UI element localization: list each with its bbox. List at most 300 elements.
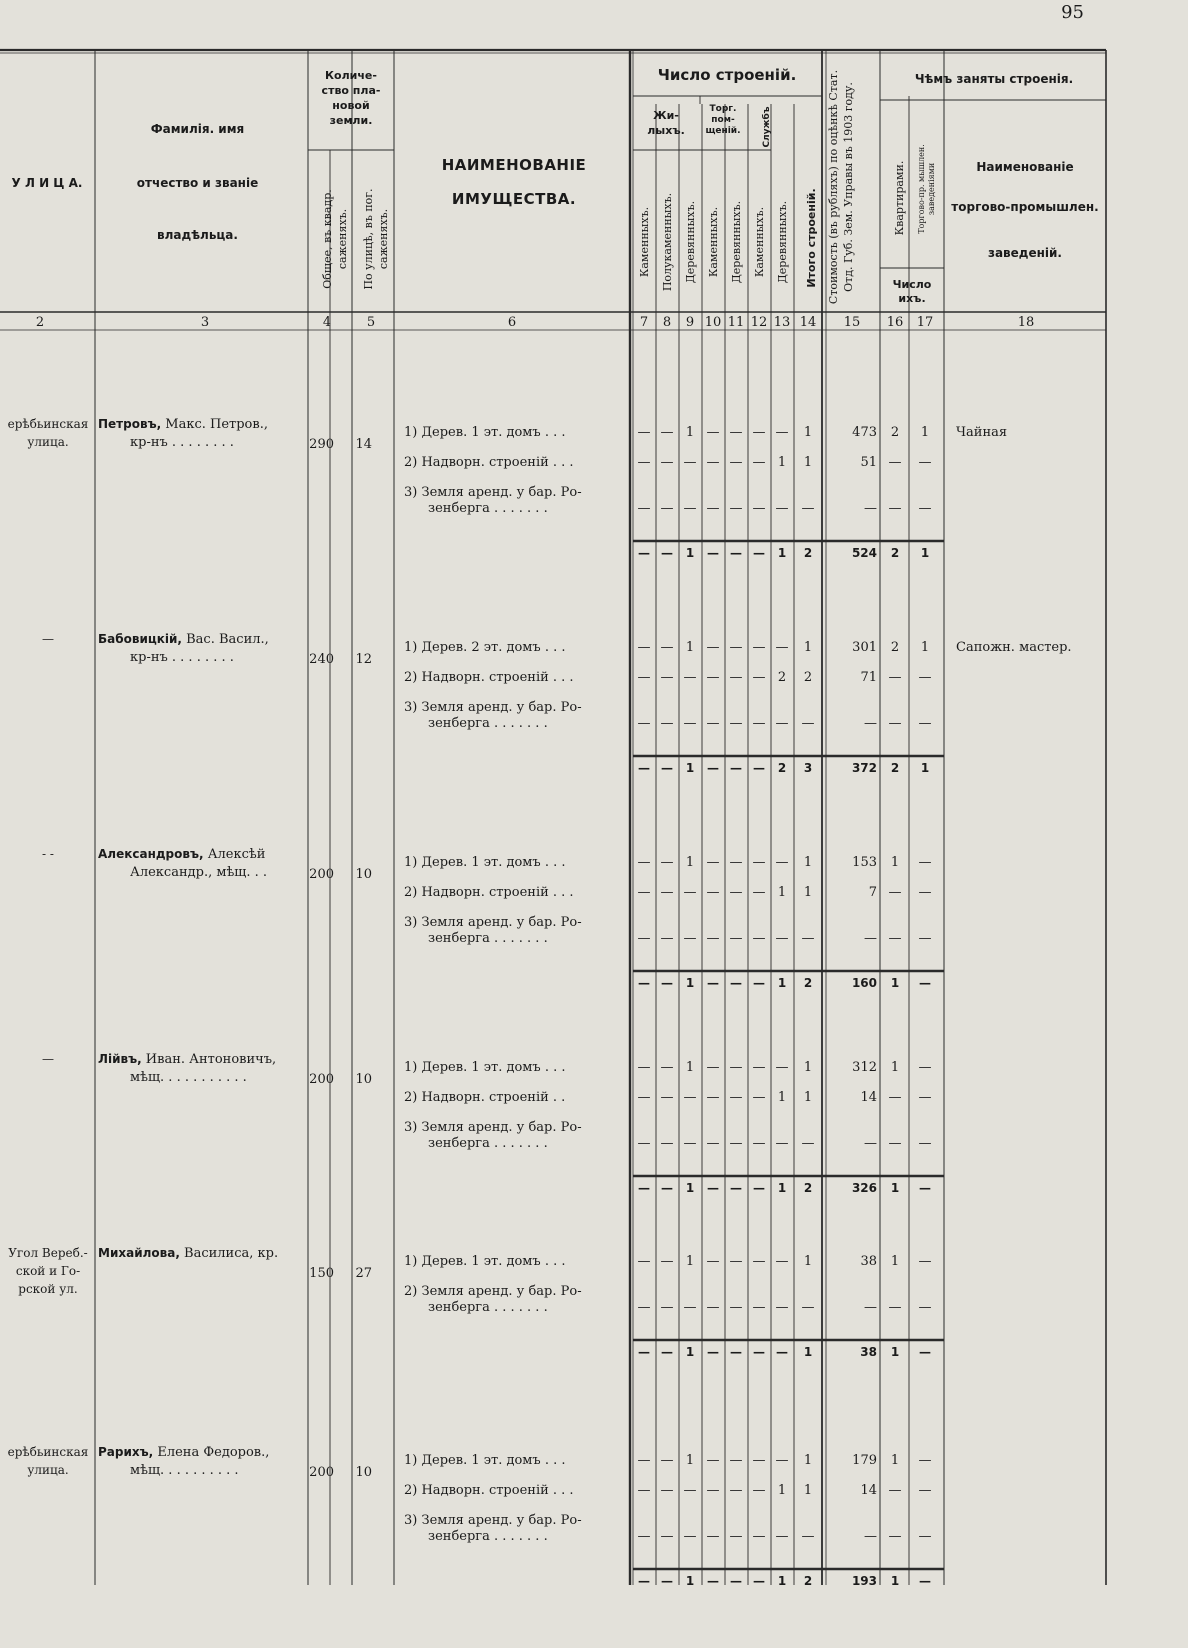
total-value: — <box>661 761 673 775</box>
cell-value: — <box>729 455 743 470</box>
column-number: 13 <box>773 315 791 330</box>
cell-value: — <box>729 1453 743 1468</box>
total-value: — <box>638 1574 650 1588</box>
owner-surname: Лійвъ, <box>98 1052 142 1066</box>
cell-value: — <box>660 1136 674 1151</box>
total-value: 1 <box>685 546 695 560</box>
cell-value: — <box>918 1483 932 1498</box>
property-item-label: 1) Дерев. 2 эт. домъ . . . <box>404 640 566 655</box>
total-value: — <box>707 1181 719 1195</box>
total-value: 1 <box>890 976 900 990</box>
cell-value: — <box>752 1300 766 1315</box>
cell-value: — <box>660 1453 674 1468</box>
land-street: 10 <box>355 1072 372 1087</box>
total-value: — <box>661 1181 673 1195</box>
cell-value: — <box>752 670 766 685</box>
total-value: — <box>707 1345 719 1359</box>
land-total: 290 <box>309 437 334 452</box>
cell-value: — <box>683 716 697 731</box>
cell-value: — <box>888 1136 902 1151</box>
cell-value: — <box>888 501 902 516</box>
cell-value: — <box>775 1453 789 1468</box>
cell-value: 1 <box>777 885 787 900</box>
cell-value: — <box>729 931 743 946</box>
total-value: — <box>661 546 673 560</box>
total-value: 160 <box>851 976 877 990</box>
column-number: 16 <box>886 315 904 330</box>
total-value: — <box>638 1181 650 1195</box>
total-value: 1 <box>777 1574 787 1588</box>
total-value: — <box>707 761 719 775</box>
cell-value: — <box>637 455 651 470</box>
cell-value: 179 <box>852 1453 877 1468</box>
total-value: — <box>730 1574 742 1588</box>
total-value: — <box>776 1345 788 1359</box>
owner-surname: Михайлова, <box>98 1246 180 1260</box>
header-half-stone: Полукаменныхъ. <box>661 192 674 292</box>
cell-value: — <box>706 1453 720 1468</box>
owner-given-name: Макс. Петров., <box>161 417 268 432</box>
property-item-label: 3) Земля аренд. у бар. Ро- <box>404 1120 582 1135</box>
cell-value: 1 <box>890 855 900 870</box>
property-item-label: 2) Надворн. строеній . . . <box>404 455 574 470</box>
total-value: 1 <box>685 1574 695 1588</box>
header-serv-stone: Каменныхъ. <box>753 206 766 278</box>
header-trade-stone: Каменныхъ. <box>707 206 720 278</box>
header-stone: Каменныхъ. <box>638 206 651 278</box>
cell-value: — <box>918 501 932 516</box>
column-number: 3 <box>200 315 210 330</box>
cell-value: — <box>864 1136 877 1151</box>
cell-value: 2 <box>890 640 900 655</box>
cell-value: — <box>706 931 720 946</box>
total-value: 1 <box>777 546 787 560</box>
land-street: 27 <box>355 1266 372 1281</box>
land-total: 200 <box>309 1072 334 1087</box>
cell-value: — <box>637 1136 651 1151</box>
cell-value: 1 <box>803 1060 813 1075</box>
total-value: 2 <box>803 976 813 990</box>
column-number: 6 <box>507 315 517 330</box>
cell-value: 14 <box>860 1090 877 1105</box>
header-land-street: По улицѣ, въ пог. саженяхъ. <box>362 188 390 290</box>
cell-value: — <box>637 931 651 946</box>
owner-status: мѣщ. . . . . . . . . . . <box>130 1070 247 1085</box>
cell-value: — <box>683 670 697 685</box>
cell-value: 1 <box>685 640 695 655</box>
property-item-label: 2) Надворн. строеній . . <box>404 1090 566 1105</box>
cell-value: — <box>801 1300 815 1315</box>
cell-value: 71 <box>860 670 877 685</box>
cell-value: — <box>729 670 743 685</box>
cell-value: — <box>775 640 789 655</box>
cell-value: — <box>706 1483 720 1498</box>
header-count: Число ихъ. <box>892 278 932 305</box>
total-value: 2 <box>803 1574 813 1588</box>
cell-value: — <box>775 1300 789 1315</box>
cell-value: — <box>775 716 789 731</box>
cell-value: — <box>660 885 674 900</box>
property-item-label: зенберга . . . . . . . <box>428 931 548 946</box>
cell-value: 153 <box>852 855 877 870</box>
cell-value: — <box>706 1090 720 1105</box>
header-owner-line-2: отчество и званіе <box>136 176 259 190</box>
header-owner-line-3: владѣльца. <box>157 228 238 242</box>
cell-value: — <box>637 1529 651 1544</box>
cell-value: — <box>729 1529 743 1544</box>
cell-value: — <box>918 1254 932 1269</box>
cell-value: — <box>706 1529 720 1544</box>
header-land-group: Количе- ство пла- новой земли. <box>321 69 381 127</box>
cell-value: 1 <box>685 855 695 870</box>
header-estab-line-1: Наименованіе <box>976 160 1074 174</box>
cell-value: — <box>637 1483 651 1498</box>
cell-value: — <box>660 425 674 440</box>
total-value: 1 <box>685 1345 695 1359</box>
total-value: 1 <box>890 1574 900 1588</box>
property-item-label: 2) Надворн. строеній . . . <box>404 670 574 685</box>
cell-value: — <box>918 1529 932 1544</box>
cell-value: 1 <box>803 640 813 655</box>
header-trade: Торг. пом- щеній. <box>705 104 741 136</box>
cell-value: — <box>683 1483 697 1498</box>
property-item-label: 1) Дерев. 1 эт. домъ . . . <box>404 1453 566 1468</box>
owner-given-name: Василиса, кр. <box>179 1246 279 1261</box>
cell-value: — <box>729 855 743 870</box>
cell-value: — <box>888 670 902 685</box>
total-value: 1 <box>890 1181 900 1195</box>
property-item-label: 3) Земля аренд. у бар. Ро- <box>404 1513 582 1528</box>
cell-value: — <box>864 1300 877 1315</box>
cell-value: — <box>729 885 743 900</box>
cell-value: — <box>752 1453 766 1468</box>
street-name: улица. <box>27 435 69 449</box>
street-name: - - <box>42 847 54 861</box>
owner-status: Александр., мѣщ. . . <box>130 865 268 880</box>
cell-value: — <box>752 455 766 470</box>
total-value: — <box>707 976 719 990</box>
total-value: 38 <box>860 1345 877 1359</box>
header-property-line-1: НАИМЕНОВАНІЕ <box>441 156 587 174</box>
cell-value: 1 <box>685 425 695 440</box>
cell-value: 1 <box>777 455 787 470</box>
cell-value: 1 <box>920 425 930 440</box>
owner-status: мѣщ. . . . . . . . . . <box>130 1463 239 1478</box>
cell-value: — <box>683 931 697 946</box>
cell-value: — <box>752 1483 766 1498</box>
cell-value: — <box>637 716 651 731</box>
column-number: 2 <box>35 315 45 330</box>
cell-value: — <box>801 501 815 516</box>
property-item-label: 3) Земля аренд. у бар. Ро- <box>404 915 582 930</box>
cell-value: — <box>660 1529 674 1544</box>
cell-value: — <box>637 1453 651 1468</box>
cell-value: — <box>637 501 651 516</box>
cell-value: — <box>918 1453 932 1468</box>
total-value: — <box>707 1574 719 1588</box>
cell-value: 1 <box>685 1254 695 1269</box>
cell-value: 38 <box>860 1254 877 1269</box>
cell-value: — <box>706 716 720 731</box>
owner-surname: Бабовицкій, <box>98 632 182 646</box>
header-buildings-group: Число строеній. <box>657 66 797 84</box>
header-trade-wooden: Деревянныхъ. <box>730 200 743 284</box>
cell-value: — <box>752 1254 766 1269</box>
total-value: 2 <box>890 546 900 560</box>
cell-value: — <box>775 931 789 946</box>
cell-value: — <box>637 640 651 655</box>
cell-value: — <box>683 1136 697 1151</box>
owner-name <box>98 417 268 432</box>
column-number: 17 <box>916 315 934 330</box>
total-value: — <box>638 546 650 560</box>
total-value: — <box>753 546 765 560</box>
header-residential: Жи- лыхъ. <box>647 109 685 137</box>
page-number: 95 <box>1061 2 1084 23</box>
total-value: — <box>638 761 650 775</box>
total-value: — <box>753 976 765 990</box>
cell-value: — <box>706 501 720 516</box>
header-serv-wooden: Деревянныхъ. <box>776 200 789 284</box>
property-item-label: 3) Земля аренд. у бар. Ро- <box>404 700 582 715</box>
street-name: — <box>42 1052 54 1066</box>
cell-value: — <box>660 931 674 946</box>
cell-value: 1 <box>803 1090 813 1105</box>
total-value: — <box>919 976 931 990</box>
land-street: 12 <box>355 652 372 667</box>
total-value: 2 <box>777 761 787 775</box>
cell-value: — <box>888 455 902 470</box>
cell-value: — <box>918 855 932 870</box>
cell-value: — <box>706 425 720 440</box>
cell-value: — <box>775 425 789 440</box>
cell-value: — <box>729 1300 743 1315</box>
header-occupied-group: Чѣмъ заняты строенія. <box>914 72 1074 86</box>
header-land-total: Общее, въ квадр. саженяхъ. <box>321 189 349 289</box>
cell-value: — <box>888 1483 902 1498</box>
cell-value: — <box>888 1090 902 1105</box>
total-value: — <box>638 1345 650 1359</box>
property-item-label: 1) Дерев. 1 эт. домъ . . . <box>404 1254 566 1269</box>
land-street: 10 <box>355 1465 372 1480</box>
total-value: — <box>753 1181 765 1195</box>
total-value: — <box>730 976 742 990</box>
cell-value: — <box>706 855 720 870</box>
header-property-line-2: ИМУЩЕСТВА. <box>451 190 577 208</box>
cell-value: 1 <box>803 455 813 470</box>
cell-value: — <box>918 455 932 470</box>
street-name: улица. <box>27 1463 69 1477</box>
cell-value: — <box>775 1060 789 1075</box>
property-item-label: зенберга . . . . . . . <box>428 716 548 731</box>
total-value: 193 <box>851 1574 877 1588</box>
cell-value: — <box>775 855 789 870</box>
cell-value: — <box>706 670 720 685</box>
cell-value: 2 <box>777 670 787 685</box>
property-item-label: 2) Надворн. строеній . . . <box>404 1483 574 1498</box>
cell-value: 1 <box>685 1453 695 1468</box>
cell-value: — <box>706 455 720 470</box>
cell-value: — <box>864 501 877 516</box>
total-value: — <box>661 976 673 990</box>
cell-value: — <box>706 1136 720 1151</box>
cell-value: — <box>752 931 766 946</box>
cell-value: 1 <box>803 855 813 870</box>
owner-given-name: Вас. Васил., <box>182 632 269 647</box>
property-item-label: зенберга . . . . . . . <box>428 1529 548 1544</box>
street-name: рской ул. <box>18 1282 78 1296</box>
cell-value: — <box>660 455 674 470</box>
cell-value: — <box>752 716 766 731</box>
property-item-label: 1) Дерев. 1 эт. домъ . . . <box>404 1060 566 1075</box>
cell-value: — <box>729 1483 743 1498</box>
cell-value: — <box>637 1254 651 1269</box>
cell-value: — <box>637 1300 651 1315</box>
establishment-name: Сапожн. мастер. <box>956 640 1072 655</box>
header-apartments: Квартирами. <box>893 160 906 236</box>
cell-value: — <box>637 1060 651 1075</box>
cell-value: — <box>918 1300 932 1315</box>
total-value: — <box>730 546 742 560</box>
cell-value: — <box>729 1136 743 1151</box>
cell-value: — <box>918 716 932 731</box>
owner-name <box>98 632 269 647</box>
total-value: — <box>730 1181 742 1195</box>
property-item-label: 3) Земля аренд. у бар. Ро- <box>404 485 582 500</box>
cell-value: — <box>888 1529 902 1544</box>
cell-value: — <box>729 1090 743 1105</box>
cell-value: — <box>729 501 743 516</box>
cell-value: — <box>637 1090 651 1105</box>
total-value: 372 <box>851 761 877 775</box>
cell-value: — <box>864 716 877 731</box>
owner-name <box>98 1445 269 1460</box>
cell-value: 312 <box>852 1060 877 1075</box>
cell-value: — <box>775 1254 789 1269</box>
land-total: 200 <box>309 867 334 882</box>
total-value: — <box>730 1345 742 1359</box>
cell-value: — <box>706 1300 720 1315</box>
owner-status: кр-нъ . . . . . . . . <box>130 650 234 665</box>
cell-value: — <box>660 855 674 870</box>
cell-value: — <box>864 931 877 946</box>
cell-value: — <box>918 885 932 900</box>
cell-value: — <box>801 716 815 731</box>
cell-value: 1 <box>803 1483 813 1498</box>
total-value: — <box>638 976 650 990</box>
cell-value: — <box>706 1060 720 1075</box>
cell-value: — <box>888 885 902 900</box>
cell-value: — <box>752 1060 766 1075</box>
land-street: 10 <box>355 867 372 882</box>
street-name: ской и Го- <box>15 1264 81 1278</box>
cell-value: — <box>683 1090 697 1105</box>
column-number: 15 <box>843 315 861 330</box>
cell-value: — <box>637 670 651 685</box>
total-value: 1 <box>685 976 695 990</box>
total-value: — <box>919 1181 931 1195</box>
owner-surname: Александровъ, <box>98 847 204 861</box>
cell-value: — <box>660 1090 674 1105</box>
column-number: 14 <box>799 315 817 330</box>
cell-value: 1 <box>890 1060 900 1075</box>
cell-value: — <box>752 501 766 516</box>
total-value: 2 <box>803 546 813 560</box>
header-estab-line-2: торгово-промышлен. <box>951 200 1099 214</box>
cell-value: 1 <box>920 640 930 655</box>
total-value: 2 <box>803 1181 813 1195</box>
owner-given-name: Алексѣй <box>203 847 266 862</box>
cell-value: 2 <box>803 670 813 685</box>
cell-value: 2 <box>890 425 900 440</box>
property-item-label: 1) Дерев. 1 эт. домъ . . . <box>404 425 566 440</box>
owner-given-name: Иван. Антоновичъ, <box>141 1052 277 1067</box>
cell-value: — <box>683 1529 697 1544</box>
header-services: Службъ <box>762 106 772 148</box>
cell-value: — <box>660 1060 674 1075</box>
property-item-label: зенберга . . . . . . . <box>428 1300 548 1315</box>
column-number: 11 <box>727 315 745 330</box>
cell-value: — <box>660 640 674 655</box>
column-number: 9 <box>685 315 695 330</box>
cell-value: — <box>752 855 766 870</box>
owner-name <box>98 1052 276 1067</box>
cell-value: — <box>729 716 743 731</box>
header-street: У Л И Ц А. <box>11 176 83 190</box>
cell-value: — <box>918 1060 932 1075</box>
cell-value: — <box>775 1529 789 1544</box>
header-total-buildings: Итого строеній. <box>805 188 818 288</box>
column-number: 5 <box>366 315 376 330</box>
property-item-label: зенберга . . . . . . . <box>428 501 548 516</box>
property-item-label: 2) Земля аренд. у бар. Ро- <box>404 1284 582 1299</box>
cell-value: — <box>660 1254 674 1269</box>
cell-value: — <box>752 640 766 655</box>
total-value: 326 <box>851 1181 877 1195</box>
cell-value: — <box>918 670 932 685</box>
land-total: 200 <box>309 1465 334 1480</box>
cell-value: — <box>752 1090 766 1105</box>
cell-value: — <box>775 1136 789 1151</box>
total-value: 524 <box>851 546 877 560</box>
cell-value: — <box>752 425 766 440</box>
cell-value: — <box>801 1136 815 1151</box>
property-item-label: 1) Дерев. 1 эт. домъ . . . <box>404 855 566 870</box>
owner-status: кр-нъ . . . . . . . . <box>130 435 234 450</box>
land-street: 14 <box>355 437 372 452</box>
cell-value: — <box>660 1300 674 1315</box>
column-number: 18 <box>1017 315 1035 330</box>
cell-value: — <box>729 1060 743 1075</box>
cell-value: — <box>888 1300 902 1315</box>
cell-value: — <box>706 640 720 655</box>
owner-surname: Петровъ, <box>98 417 162 431</box>
total-value: — <box>919 1345 931 1359</box>
total-value: — <box>919 1574 931 1588</box>
total-value: 1 <box>685 761 695 775</box>
cell-value: — <box>683 1300 697 1315</box>
cell-value: — <box>706 885 720 900</box>
cell-value: 1 <box>803 885 813 900</box>
cell-value: 1 <box>890 1453 900 1468</box>
cell-value: 301 <box>852 640 877 655</box>
total-value: 1 <box>777 1181 787 1195</box>
cell-value: 7 <box>868 885 877 900</box>
column-number: 12 <box>750 315 768 330</box>
land-total: 150 <box>309 1266 334 1281</box>
total-value: 1 <box>920 546 930 560</box>
cell-value: — <box>918 1090 932 1105</box>
